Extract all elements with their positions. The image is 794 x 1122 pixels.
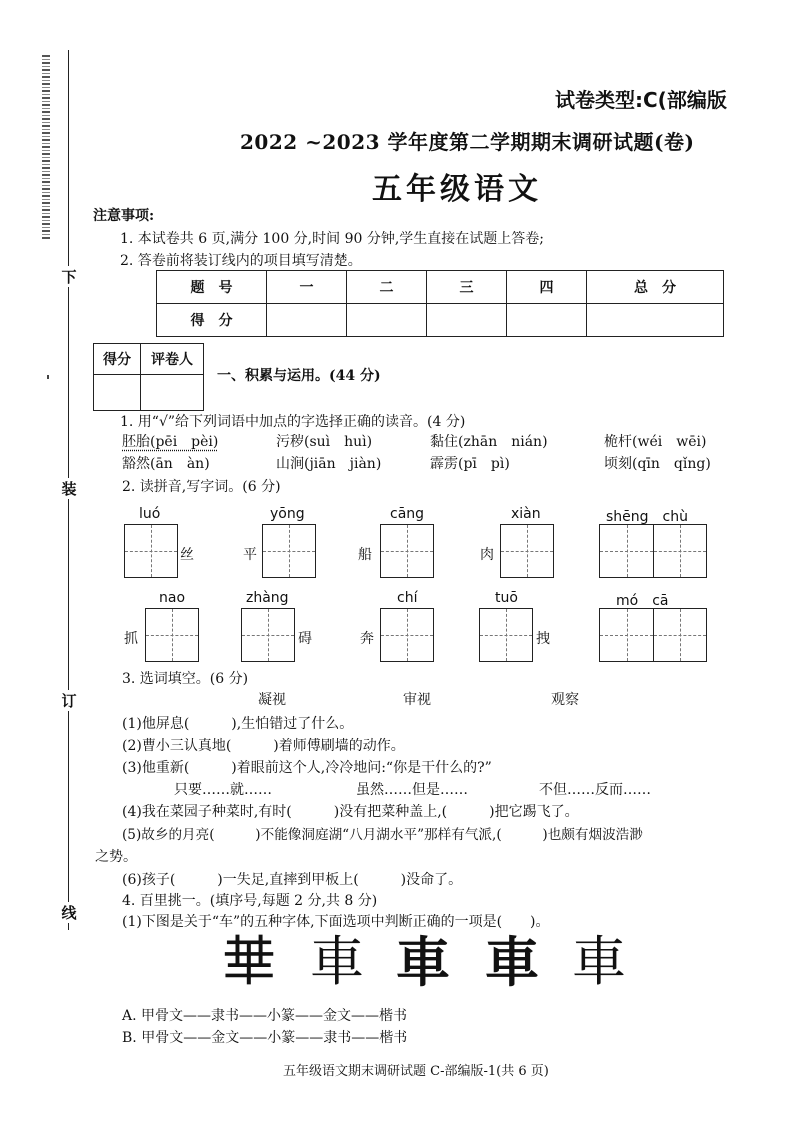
binding-char-zhuang: 装 <box>58 478 80 499</box>
score-header-4: 四 <box>507 271 587 304</box>
q2-cell[interactable] <box>501 525 553 577</box>
q2-cell[interactable] <box>600 525 653 577</box>
binding-edge-pattern <box>42 55 50 240</box>
q1-item-7[interactable]: 霹雳(pī pì) <box>430 456 510 472</box>
q3-word-1: 凝视 <box>258 692 286 708</box>
q2-char-4: 肉 <box>480 547 494 563</box>
q2-pinyin-9: tuō <box>495 590 518 606</box>
grader-score-cell[interactable] <box>94 375 141 411</box>
q2-cell[interactable] <box>381 609 433 661</box>
q1-item-2[interactable]: 污秽(suì huì) <box>276 434 373 450</box>
page-title: 五年级语文 <box>372 172 542 207</box>
q2-writing-grid-7[interactable] <box>241 608 295 662</box>
q3-conjunction-3: 不但……反而…… <box>539 782 651 798</box>
q2-prompt: 2. 读拼音,写字词。(6 分) <box>122 479 281 495</box>
q3-sentence-5[interactable]: (5)故乡的月亮( )不能像洞庭湖“八月湖水平”那样有气派,( )也颇有烟波浩渺 <box>122 827 643 843</box>
score-cell-4[interactable] <box>507 304 587 337</box>
notes-heading: 注意事项: <box>93 208 155 224</box>
q2-cell[interactable] <box>146 609 198 661</box>
q2-writing-grid-1[interactable] <box>124 524 178 578</box>
q4-sub1-prompt: (1)下图是关于“车”的五种字体,下面选项中判断正确的一项是( )。 <box>122 914 550 930</box>
q2-char-1: 丝 <box>180 547 194 563</box>
q3-sentence-3[interactable]: (3)他重新( )着眼前这个人,冷冷地问:“你是干什么的?” <box>122 760 492 776</box>
q3-word-3: 观察 <box>551 692 579 708</box>
q1-prompt: 1. 用“√”给下列词语中加点的字选择正确的读音。(4 分) <box>120 414 466 430</box>
exam-title-line: 2022 ~2023 学年度第二学期期末调研试题(卷) <box>240 130 695 154</box>
q1-item-3[interactable]: 黏住(zhān nián) <box>430 434 548 450</box>
binding-char-ding: 订 <box>58 690 80 711</box>
q2-char-2: 平 <box>243 547 257 563</box>
q2-pinyin-5: shēng chù <box>606 509 688 525</box>
q1-item-6[interactable]: 山涧(jiān jiàn) <box>276 456 382 472</box>
q3-sentence-6[interactable]: (6)孩子( )一失足,直摔到甲板上( )没命了。 <box>122 872 463 888</box>
score-cell-2[interactable] <box>347 304 427 337</box>
q1-item-5[interactable]: 豁然(ān àn) <box>122 456 210 472</box>
q2-writing-grid-3[interactable] <box>380 524 434 578</box>
q2-cell[interactable] <box>381 525 433 577</box>
q1-item-1[interactable]: 胚胎(pēi pèi) <box>122 434 219 450</box>
q1-item-8[interactable]: 顷刻(qīn qǐng) <box>604 456 711 472</box>
binding-char-xia: 下 <box>58 266 80 287</box>
score-cell-1[interactable] <box>267 304 347 337</box>
q4-option-b[interactable]: B. 甲骨文——金文——小篆——隶书——楷书 <box>122 1030 408 1046</box>
glyph-clerical: 車 <box>485 930 539 994</box>
section1-heading: 一、积累与运用。(44 分) <box>217 368 381 384</box>
q3-sentence-4[interactable]: (4)我在菜园子种菜时,有时( )没有把菜种盖上,( )把它踢飞了。 <box>122 804 579 820</box>
grader-score-label: 得分 <box>94 344 141 375</box>
q2-pinyin-10: mó cā <box>616 593 669 609</box>
score-table <box>156 270 724 337</box>
score-header-total: 总 分 <box>587 271 724 304</box>
q3-word-2: 审视 <box>403 692 431 708</box>
grader-box <box>93 343 204 411</box>
q3-prompt: 3. 选词填空。(6 分) <box>122 671 249 687</box>
q2-pinyin-4: xiàn <box>511 506 541 522</box>
q3-conjunction-1: 只要……就…… <box>174 782 272 798</box>
q2-pinyin-3: cāng <box>390 506 425 522</box>
q2-pinyin-1: luó <box>139 506 161 522</box>
q2-writing-grid-4[interactable] <box>500 524 554 578</box>
q2-char-8: 奔 <box>360 631 374 647</box>
q2-char-7: 碍 <box>298 631 312 647</box>
q4-prompt: 4. 百里挑一。(填序号,每题 2 分,共 8 分) <box>122 893 378 909</box>
binding-char-xian: 线 <box>58 902 80 923</box>
page-footer: 五年级语文期末调研试题 C-部编版-1(共 6 页) <box>283 1064 549 1079</box>
q3-conjunction-2: 虽然……但是…… <box>356 782 468 798</box>
score-cell-total[interactable] <box>587 304 724 337</box>
grader-name-cell[interactable] <box>141 375 204 411</box>
score-row-label: 得 分 <box>157 304 267 337</box>
q2-writing-grid-8[interactable] <box>380 608 434 662</box>
q2-pinyin-6: nao <box>159 590 186 606</box>
q2-writing-grid-5[interactable] <box>599 524 707 578</box>
q3-sentence-2[interactable]: (2)曹小三认真地( )着师傅刷墙的动作。 <box>122 738 405 754</box>
q2-pinyin-8: chí <box>397 590 418 606</box>
score-cell-3[interactable] <box>427 304 507 337</box>
binding-edge-mark <box>47 375 49 379</box>
q2-char-9: 拽 <box>536 631 550 647</box>
score-header-1: 一 <box>267 271 347 304</box>
glyph-bronze: 車 <box>310 930 364 993</box>
q2-writing-grid-9[interactable] <box>479 608 533 662</box>
q2-writing-grid-2[interactable] <box>262 524 316 578</box>
grader-name-label: 评卷人 <box>141 344 204 375</box>
score-header-2: 二 <box>347 271 427 304</box>
q2-cell[interactable] <box>125 525 177 577</box>
q2-pinyin-7: zhàng <box>246 590 289 606</box>
q4-option-a[interactable]: A. 甲骨文——隶书——小篆——金文——楷书 <box>122 1008 408 1024</box>
score-header-3: 三 <box>427 271 507 304</box>
q2-writing-grid-10[interactable] <box>599 608 707 662</box>
q1-item-4[interactable]: 桅杆(wéi wēi) <box>604 434 707 450</box>
q2-pinyin-2: yōng <box>270 506 305 522</box>
q2-cell[interactable] <box>600 609 653 661</box>
q2-cell[interactable] <box>480 609 532 661</box>
score-header-label: 题 号 <box>157 271 267 304</box>
q3-sentence-1[interactable]: (1)他屏息( ),生怕错过了什么。 <box>122 716 354 732</box>
q2-cell[interactable] <box>263 525 315 577</box>
glyph-seal: 車 <box>396 930 450 994</box>
q2-char-3: 船 <box>358 547 372 563</box>
q3-sentence-5-continued: 之势。 <box>95 849 137 865</box>
glyph-oracle-bone: 𠦒 <box>222 930 276 993</box>
note-item-2: 2. 答卷前将装订线内的项目填写清楚。 <box>120 253 362 269</box>
q2-char-6: 抓 <box>124 631 138 647</box>
q2-writing-grid-6[interactable] <box>145 608 199 662</box>
q2-cell[interactable] <box>242 609 294 661</box>
glyph-regular: 車 <box>572 930 626 993</box>
q2-cell[interactable] <box>653 525 706 577</box>
q2-cell[interactable] <box>653 609 706 661</box>
note-item-1: 1. 本试卷共 6 页,满分 100 分,时间 90 分钟,学生直接在试题上答卷; <box>120 231 545 247</box>
paper-type: 试卷类型:C(部编版 <box>555 88 727 112</box>
